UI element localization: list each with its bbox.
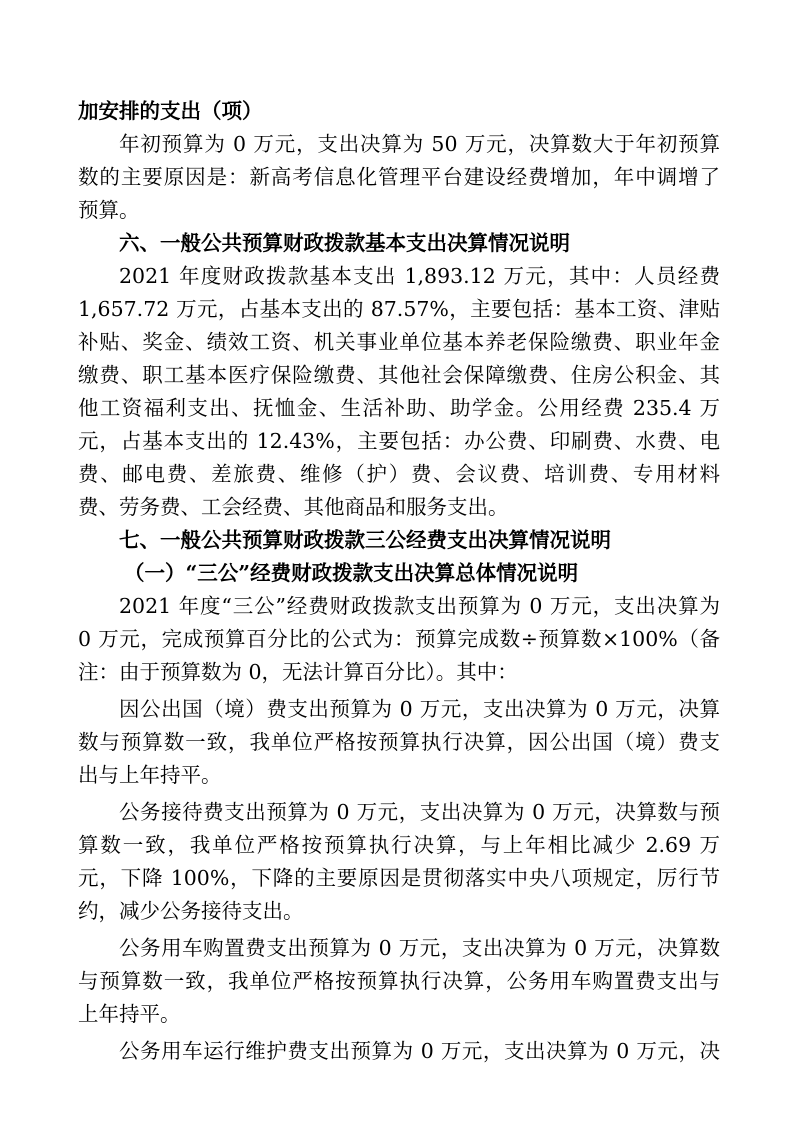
- section-heading-continued: 加安排的支出（项）: [78, 99, 263, 123]
- paragraph-line: 上年持平。: [78, 1002, 181, 1026]
- paragraph-line: 数的主要原因是：新高考信息化管理平台建设经费增加，年中调增了: [78, 165, 720, 189]
- paragraph-line: 年初预算为 0 万元，支出决算为 50 万元，决算数大于年初预算: [119, 132, 720, 156]
- paragraph-line: 预算。: [78, 198, 140, 222]
- paragraph-line: 公务接待费支出预算为 0 万元，支出决算为 0 万元，决算数与预: [119, 800, 720, 824]
- paragraph-line: 数与预算数一致，我单位严格按预算执行决算，因公出国（境）费支: [78, 730, 720, 754]
- paragraph-line: 与预算数一致，我单位严格按预算执行决算，公务用车购置费支出与: [78, 969, 720, 993]
- paragraph-line: 他工资福利支出、抚恤金、生活补助、助学金。公用经费 235.4 万: [78, 396, 720, 420]
- paragraph-line: 费、劳务费、工会经费、其他商品和服务支出。: [78, 495, 509, 519]
- document-page: [78, 95, 720, 1068]
- paragraph-line: 2021 年度“三公”经费财政拨款支出预算为 0 万元，支出决算为: [119, 594, 720, 618]
- paragraph-line: 出与上年持平。: [78, 763, 222, 787]
- subsection-heading-1: （一）“三公”经费财政拨款支出决算总体情况说明: [124, 561, 579, 585]
- section-heading-7: 七、一般公共预算财政拨款三公经费支出决算情况说明: [119, 528, 611, 552]
- paragraph-line: 补贴、奖金、绩效工资、机关事业单位基本养老保险缴费、职业年金: [78, 330, 720, 354]
- paragraph-line: 费、邮电费、差旅费、维修（护）费、会议费、培训费、专用材料: [78, 462, 720, 486]
- paragraph-line: 2021 年度财政拨款基本支出 1,893.12 万元，其中：人员经费: [119, 264, 720, 288]
- paragraph-line: 元，下降 100%，下降的主要原因是贯彻落实中央八项规定，厉行节: [78, 866, 720, 890]
- paragraph-line: 约，减少公务接待支出。: [78, 899, 304, 923]
- paragraph-line: 因公出国（境）费支出预算为 0 万元，支出决算为 0 万元，决算: [119, 697, 720, 721]
- paragraph-line: 公务用车运行维护费支出预算为 0 万元，支出决算为 0 万元，决: [119, 1039, 720, 1063]
- paragraph-line: 公务用车购置费支出预算为 0 万元，支出决算为 0 万元，决算数: [119, 936, 720, 960]
- paragraph-line: 0 万元，完成预算百分比的公式为：预算完成数÷预算数×100%（备: [78, 627, 720, 651]
- paragraph-line: 元，占基本支出的 12.43%，主要包括：办公费、印刷费、水费、电: [78, 429, 720, 453]
- paragraph-line: 1,657.72 万元，占基本支出的 87.57%，主要包括：基本工资、津贴: [78, 297, 720, 321]
- section-heading-6: 六、一般公共预算财政拨款基本支出决算情况说明: [119, 231, 570, 255]
- paragraph-line: 注：由于预算数为 0，无法计算百分比）。其中：: [78, 660, 518, 684]
- paragraph-line: 算数一致，我单位严格按预算执行决算，与上年相比减少 2.69 万: [78, 833, 720, 857]
- paragraph-line: 缴费、职工基本医疗保险缴费、其他社会保障缴费、住房公积金、其: [78, 363, 720, 387]
